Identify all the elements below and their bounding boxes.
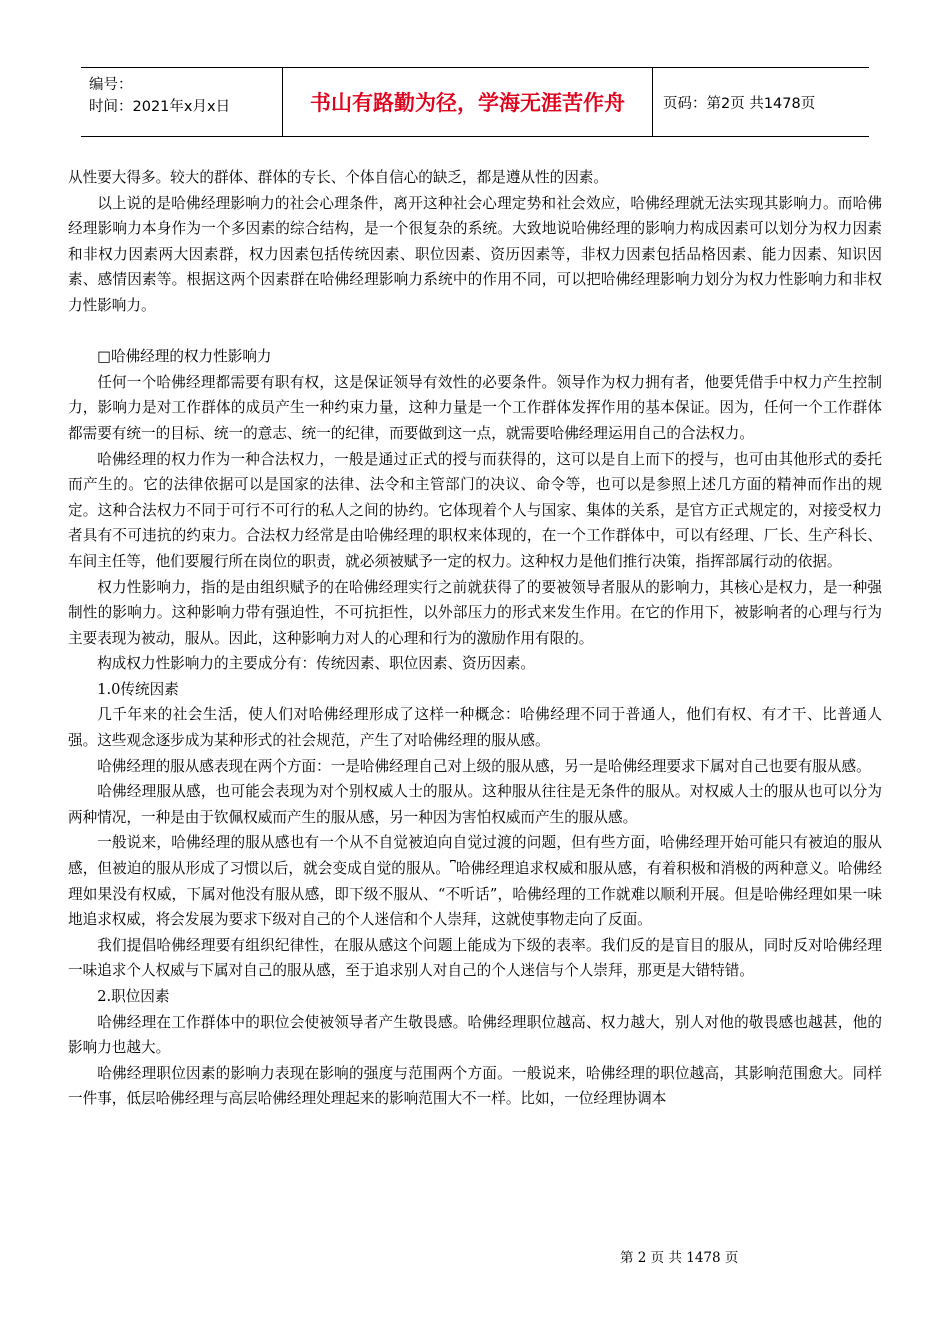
date-label: 时间：2021年x月x日 [89,99,231,115]
paragraph: 任何一个哈佛经理都需要有职有权，这是保证领导有效性的必要条件。领导作为权力拥有者，他要凭借手中权力产生控制力，影响力是对工作群体的成员产生一种约束力量，这种力量是一个工作群体发挥作用的基本保证。因为，任何一个工作群体都需要有统一的目标、统一的意志、统一的纪律，而要做到这一点，就需要哈佛经理运用自己的合法权力。 [68,373,882,442]
header-meta [81,68,283,136]
paragraph: 哈佛经理职位因素的影响力表现在影响的强度与范围两个方面。一般说来，哈佛经理的职位越高，其影响范围愈大。同样一件事，低层哈佛经理与高层哈佛经理处理起来的影响范围大不一样。比如，一位经理协调本 [68,1064,882,1108]
page-footer: 第 2 页 共 1478 页 [620,1250,739,1266]
paragraph: 我们提倡哈佛经理要有组织纪律性，在服从感这个问题上能成为下级的表率。我们反的是盲目的服从，同时反对哈佛经理一味追求个人权威与下属对自己的服从感，至于追求别人对自己的个人迷信与个人崇拜，那更是大错特错。 [68,936,882,980]
header-page-info: 页码：第2页 共1478页 [663,95,816,112]
paragraph: 哈佛经理的服从感表现在两个方面：一是哈佛经理自己对上级的服从感，另一是哈佛经理要求下属对自己也要有服从感。 [97,757,871,775]
paragraph: 以上说的是哈佛经理影响力的社会心理条件，离开这种社会心理定势和社会效应，哈佛经理就无法实现其影响力。而哈佛经理影响力本身作为一个多因素的综合结构，是一个很复杂的系统。大致地说哈佛经理的影响力构成因素可以划分为权力因素和非权力因素两大因素群，权力因素包括传统因素、职位因素、资历因素等，非权力因素包括品格因素、能力因素、知识因素、感情因素等。根据这两个因素群在哈佛经理影响力系统中的作用不同，可以把哈佛经理影响力划分为权力性影响力和非权力性影响力。 [68,194,882,314]
paragraph: 哈佛经理在工作群体中的职位会使被领导者产生敬畏感。哈佛经理职位越高、权力越大，别人对他的敬畏感也越甚，他的影响力也越大。 [68,1013,882,1057]
document-body [68,165,882,1112]
paragraph: 几千年来的社会生活，使人们对哈佛经理形成了这样一种概念：哈佛经理不同于普通人，他们有权、有才干、比普通人强。这些观念逐步成为某种形式的社会规范，产生了对哈佛经理的服从感。 [68,706,882,750]
header-motto: 书山有路勤为径，学海无涯苦作舟 [283,68,653,136]
paragraph: 构成权力性影响力的主要成分有：传统因素、职位因素、资历因素。 [97,655,536,673]
serial-number-label: 编号： [89,77,133,93]
paragraph: 权力性影响力，指的是由组织赋予的在哈佛经理实行之前就获得了的要被领导者服从的影响力，其核心是权力，是一种强制性的影响力。这种影响力带有强迫性，不可抗拒性，以外部压力的形式来发生作用。在它的作用下，被影响者的心理与行为主要表现为被动，服从。因此，这种影响力对人的心理和行为的激励作用有限的。 [68,578,882,647]
paragraph: 哈佛经理服从感，也可能会表现为对个别权威人士的服从。这种服从往往是无条件的服从。对权威人士的服从也可以分为两种情况，一种是由于钦佩权威而产生的服从感，另一种因为害怕权威而产生的服从感。 [68,783,882,826]
subsection-heading: 2.职位因素 [97,988,170,1005]
section-heading: □哈佛经理的权力性影响力 [97,348,272,366]
paragraph: 从性要大得多。较大的群体、群体的专长、个体自信心的缺乏，都是遵从性的因素。 [68,169,608,186]
paragraph: 哈佛经理的权力作为一种合法权力，一般是通过正式的授与而获得的，这可以是自上而下的授与，也可由其他形式的委托而产生的。它的法律依据可以是国家的法律、法令和主管部门的决议、命令等，也可以是参照上述几方面的精神而作出的规定。这种合法权力不同于可行不可行的私人之间的协约。它体现着个人与国家、集体的关系，是官方正式规定的，对接受权力者具有不可违抗的约束力。合法权力经常是由哈佛经理的职权来体现的，在一个工作群体中，可以有经理、厂长、生产科长、车间主任等，他们要履行所在岗位的职责，就必须被赋予一定的权力。这种权力是他们推行决策，指挥部属行动的依据。 [68,450,882,570]
paragraph: 一般说来，哈佛经理的服从感也有一个从不自觉被迫向自觉过渡的问题，但有些方面，哈佛经理开始可能只有被迫的服从感，但被迫的服从形成了习惯以后，就会变成自觉的服从。⎴哈佛经理追求权威和服从感，有着积极和消极的两种意义。哈佛经理如果没有权威，下属对他没有服从感，即下级不服从、“不听话”，哈佛经理的工作就难以顺利开展。但是哈佛经理如果一味地追求权威，将会发展为要求下级对自己的个人迷信和个人崇拜，这就使事物走向了反面。 [68,834,882,929]
page-header [81,67,869,137]
subsection-heading: 1.0传统因素 [97,680,179,698]
